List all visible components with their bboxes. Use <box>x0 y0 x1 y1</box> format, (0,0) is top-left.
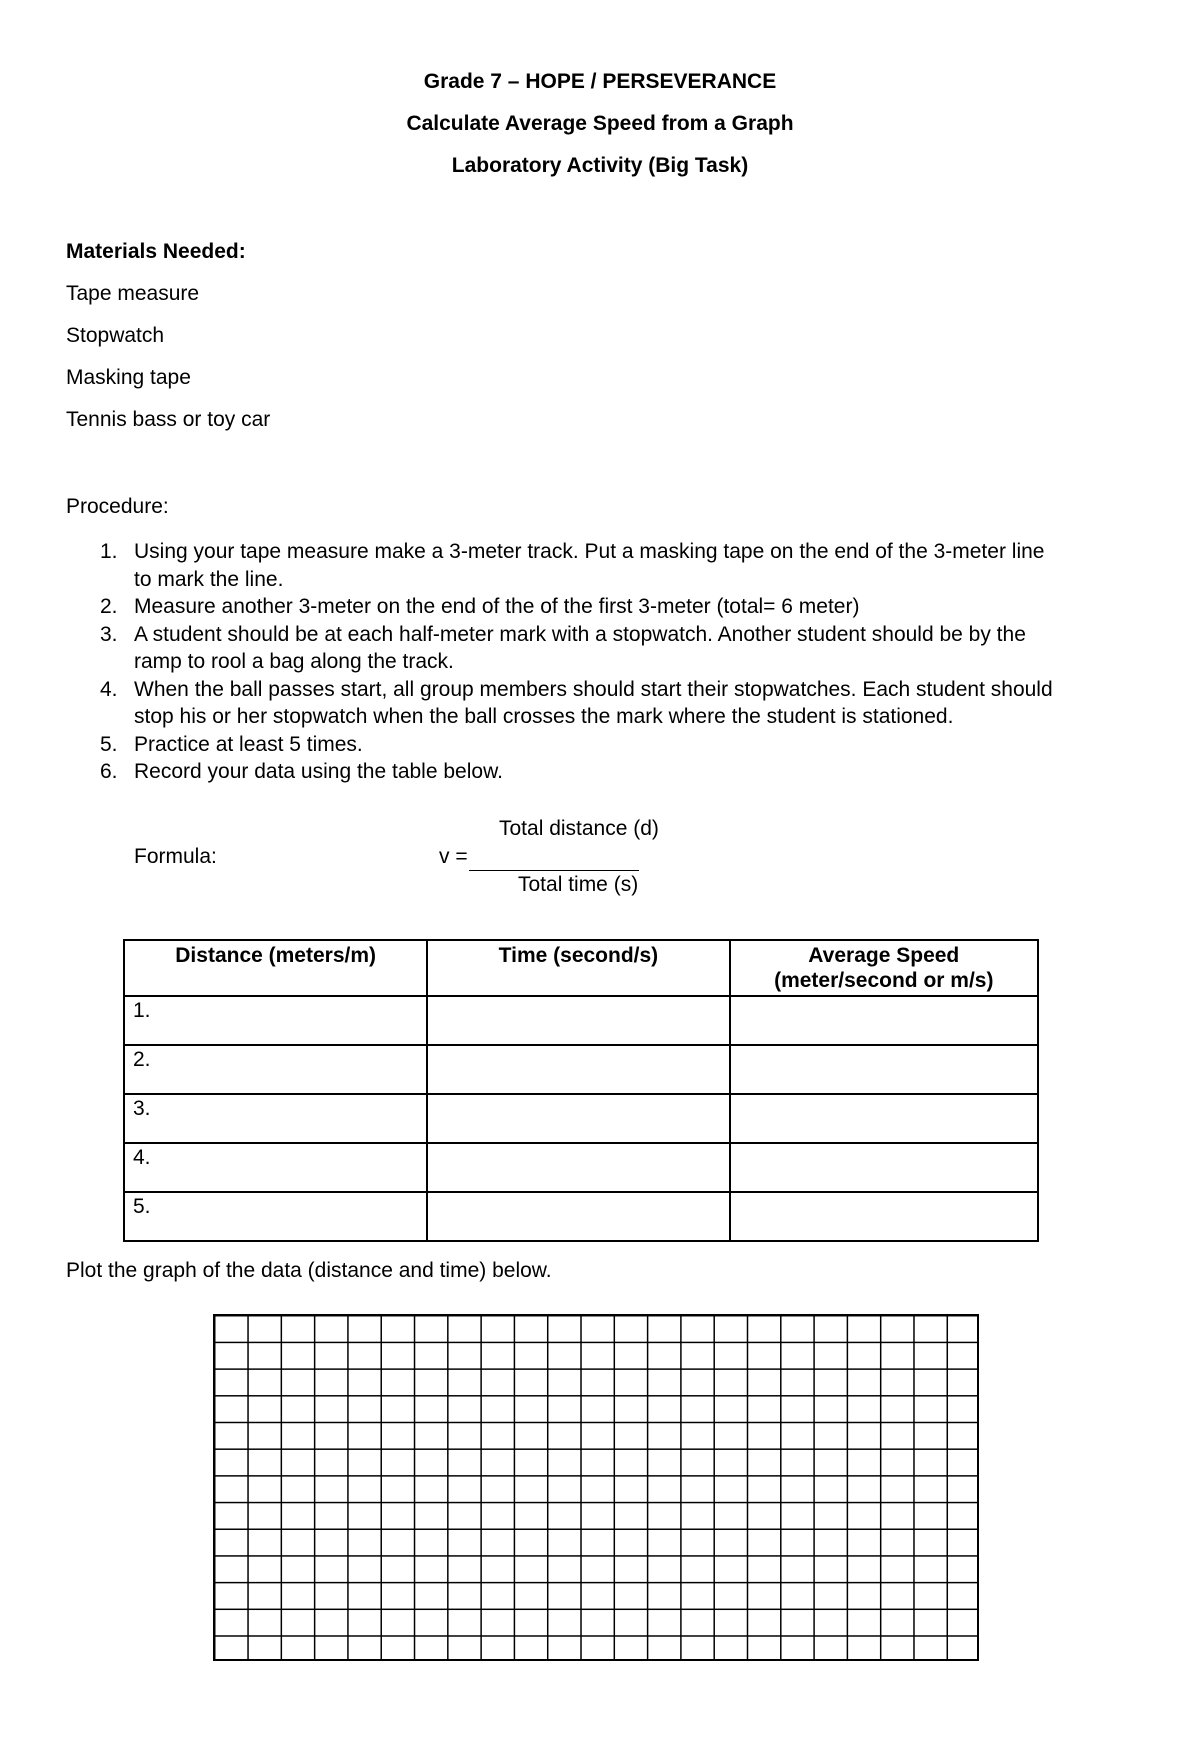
step-line: Using your tape measure make a 3-meter track. Put a masking tape on the end of the 3-meter line <box>134 540 1045 563</box>
time-cell <box>427 1192 729 1241</box>
speed-cell <box>730 1192 1038 1241</box>
header-time: Time (second/s) <box>427 940 729 996</box>
topic-title: Calculate Average Speed from a Graph <box>406 112 794 135</box>
table-row <box>124 996 1038 1045</box>
header-average-speed <box>730 940 1038 996</box>
header-distance: Distance (meters/m) <box>124 940 427 996</box>
step-number: 1. <box>100 540 118 563</box>
time-cell <box>427 1094 729 1143</box>
table-row <box>124 1192 1038 1241</box>
activity-title: Laboratory Activity (Big Task) <box>451 154 749 177</box>
header-average-speed-line: Average Speed <box>808 944 960 967</box>
material-item: Masking tape <box>66 366 191 389</box>
step-line: Practice at least 5 times. <box>134 732 363 756</box>
material-item: Tape measure <box>66 282 200 305</box>
row-number-cell: 2. <box>124 1045 427 1094</box>
procedure-step <box>100 758 1120 786</box>
step-line: Measure another 3-meter on the end of the of the first 3-meter (total= 6 meter) <box>134 595 860 618</box>
time-cell <box>427 1045 729 1094</box>
step-number: 3. <box>100 622 118 646</box>
row-number-cell: 3. <box>124 1094 427 1143</box>
formula-lhs: v = <box>439 845 468 868</box>
graph-paper-grid <box>213 1314 979 1661</box>
material-item: Tennis bass or toy car <box>66 408 271 431</box>
step-line: A student should be at each half-meter mark with a stopwatch. Another student should be by the <box>134 622 1026 646</box>
procedure-step <box>100 621 1120 676</box>
grade-title: Grade 7 – HOPE / PERSEVERANCE <box>423 70 777 93</box>
table-row <box>124 1143 1038 1192</box>
speed-cell <box>730 996 1038 1045</box>
step-number: 5. <box>100 732 118 756</box>
formula-label: Formula: <box>134 845 217 868</box>
procedure-list <box>100 538 1120 786</box>
step-number: 4. <box>100 677 118 701</box>
step-line: When the ball passes start, all group members should start their stopwatches. Each student should <box>134 677 1053 701</box>
speed-cell <box>730 1045 1038 1094</box>
header-average-speed-unit: (meter/second or m/s) <box>774 969 994 992</box>
procedure-step <box>100 731 1120 759</box>
speed-cell <box>730 1143 1038 1192</box>
formula-numerator: Total distance (d) <box>499 817 659 840</box>
step-line: stop his or her stopwatch when the ball crosses the mark where the student is stationed. <box>134 705 954 728</box>
table-row <box>124 1045 1038 1094</box>
graph-instruction: Plot the graph of the data (distance and time) below. <box>66 1259 552 1282</box>
step-line: Record your data using the table below. <box>134 760 503 783</box>
step-number: 2. <box>100 595 118 618</box>
material-item: Stopwatch <box>66 324 165 347</box>
procedure-heading: Procedure: <box>66 495 169 518</box>
row-number-cell: 4. <box>124 1143 427 1192</box>
table-row <box>124 1094 1038 1143</box>
materials-heading: Materials Needed: <box>66 240 246 263</box>
step-line: ramp to rool a bag along the track. <box>134 650 454 673</box>
formula-denominator: Total time (s) <box>518 873 639 896</box>
time-cell <box>427 996 729 1045</box>
row-number-cell: 5. <box>124 1192 427 1241</box>
procedure-step <box>100 538 1120 593</box>
data-table <box>123 939 1039 1242</box>
fraction-bar <box>469 870 639 871</box>
procedure-step <box>100 593 1120 621</box>
row-number-cell: 1. <box>124 996 427 1045</box>
speed-cell <box>730 1094 1038 1143</box>
procedure-step <box>100 676 1120 731</box>
step-line: to mark the line. <box>134 567 284 591</box>
step-number: 6. <box>100 760 118 783</box>
time-cell <box>427 1143 729 1192</box>
